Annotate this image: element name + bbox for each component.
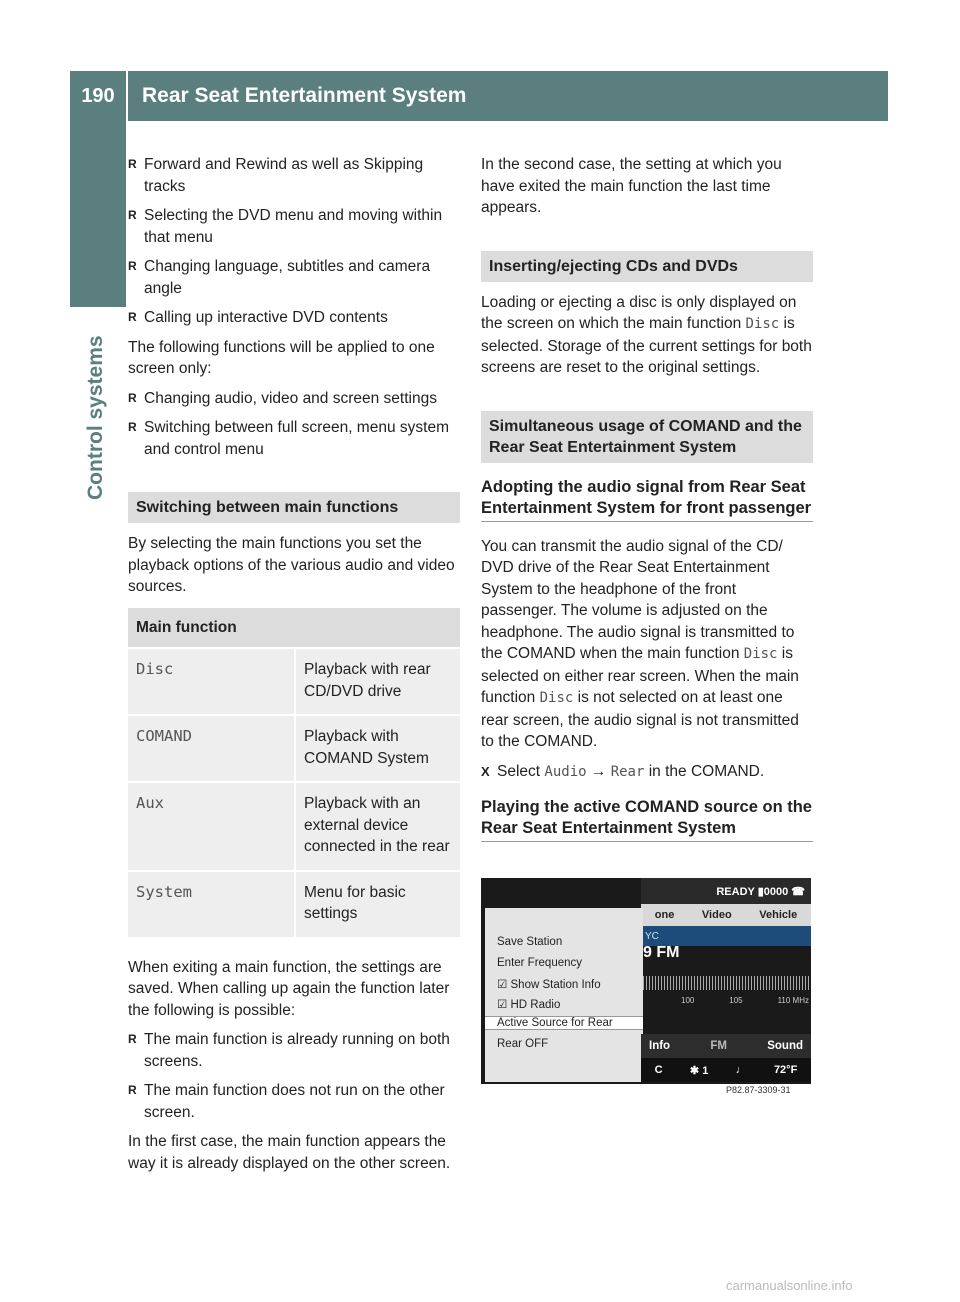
band-text: YC (645, 931, 659, 942)
page-title: Rear Seat Entertainment System (142, 84, 467, 107)
bottom-item: Info (649, 1040, 671, 1052)
bullet-item: R The main function is already running on both screens. (128, 1029, 460, 1072)
bottom-item: Sound (767, 1040, 803, 1052)
screen-bottom-bar (641, 1034, 811, 1058)
screen-status-top: READY ▮0000 ☎ (641, 878, 811, 904)
paragraph: By selecting the main functions you set the playback options of the various audio and video sources. (128, 535, 455, 595)
figure-caption: P82.87-3309-31 (726, 1085, 791, 1095)
table-value-cell: Playback with rear CD/DVD drive (296, 649, 460, 714)
code-disc: Disc (539, 690, 574, 706)
paragraph: The following functions will be applied to one screen only: (128, 338, 435, 377)
screen-menu (485, 908, 643, 1082)
sub-heading: Adopting the audio signal from Rear Seat Entertainment System for front passenger (481, 477, 813, 522)
bullet-item: R The main function does not run on the other screen. (128, 1080, 460, 1123)
text: You can transmit the audio signal of the CD/ DVD drive of the Rear Seat Entertainment System to the headphone of the front passenger. The volume is adjusted on the headphone. The audio signal is transmitted to the COMAND when the main function (481, 537, 795, 662)
status-item: 72°F (773, 1064, 798, 1076)
table-row (128, 649, 460, 714)
section-heading: Simultaneous usage of COMAND and the Rear Seat Entertainment System (481, 411, 813, 463)
menu-item: Save Station (497, 936, 563, 948)
page-header (70, 71, 888, 121)
watermark: carmanualsonline.info (726, 1278, 853, 1293)
left-column (128, 154, 460, 1182)
table-value-cell: Playback with COMAND System (296, 716, 460, 781)
bullet-item: R Changing language, subtitles and camera angle (128, 256, 460, 299)
sub-heading: Playing the active COMAND source on the Rear Seat Entertainment System (481, 797, 813, 842)
section-heading: Switching between main functions (128, 492, 460, 523)
bullet-item: R Changing audio, video and screen settings (128, 388, 460, 410)
bullet-item: R Calling up interactive DVD contents (128, 307, 460, 329)
paragraph: In the first case, the main function appears the way it is already displayed on the other screen. (128, 1133, 451, 1172)
scale-label: 100 (681, 996, 695, 1005)
table-value-cell: Menu for basic settings (296, 872, 460, 937)
status-item: C (654, 1064, 663, 1076)
bullet-item: R Selecting the DVD menu and moving within that menu (128, 205, 460, 248)
screen-band (641, 926, 811, 946)
table-key-cell: System (128, 872, 296, 937)
code-disc: Disc (745, 316, 780, 332)
bullet-item: R Switching between full screen, menu system and control menu (128, 417, 460, 460)
menu-item: ☑ HD Radio (497, 999, 561, 1011)
screen-tabs (641, 904, 811, 926)
side-label-text: Control systems (84, 335, 107, 500)
screen-tab: Video (701, 909, 732, 921)
step-item (481, 761, 813, 784)
table-row (128, 783, 460, 870)
code-rear: Rear (610, 763, 645, 780)
table-row (128, 716, 460, 781)
comand-screenshot (481, 878, 811, 1084)
table-key-cell: Aux (128, 783, 296, 870)
table-header-cell: Main function (128, 608, 296, 648)
text: is selected. Storage of the current settings for both screens are reset to the original settings. (481, 315, 812, 376)
bullet-item: R Forward and Rewind as well as Skipping tracks (128, 154, 460, 197)
text: is not selected on at least one rear screen, the audio signal is not transmitted to the COMAND. (481, 689, 799, 750)
scale-labels (681, 996, 809, 1005)
status-item: ✱ 1 (689, 1064, 709, 1077)
code-audio: Audio (544, 763, 587, 780)
menu-item-active: Active Source for Rear (485, 1016, 643, 1030)
seat-icon: ♩ (735, 1064, 747, 1076)
menu-item: Enter Frequency (497, 957, 583, 969)
text: Select (497, 762, 541, 780)
paragraph: When exiting a main function, the settings are saved. When calling up again the function later the following is possible: (128, 958, 450, 1019)
table-header-cell (296, 608, 460, 648)
code-disc: Disc (743, 646, 778, 662)
main-function-table (128, 606, 460, 939)
scale-label: 110 MHz (777, 996, 809, 1005)
screen-tab: Vehicle (759, 909, 798, 921)
paragraph-loading (481, 292, 813, 379)
table-row (128, 872, 460, 937)
text: in the COMAND. (648, 762, 765, 780)
page-number: 190 (70, 71, 128, 121)
table-value-cell: Playback with an external device connected in the rear (296, 783, 460, 870)
paragraph-transmit (481, 536, 813, 753)
table-header-row (128, 608, 460, 648)
paragraph: In the second case, the setting at which you have exited the main function the last time appears. (481, 156, 782, 216)
table-key-cell: Disc (128, 649, 296, 714)
scale-label: 105 (729, 996, 743, 1005)
text: Loading or ejecting a disc is only displayed on the screen on which the main function (481, 293, 797, 332)
menu-item: ☑ Show Station Info (497, 979, 601, 991)
right-column (481, 154, 813, 856)
side-tab-block (70, 121, 126, 307)
screen-status-bar (641, 1058, 811, 1082)
screen-frequency: 9 FM (643, 944, 680, 961)
bottom-item: FM (710, 1040, 727, 1052)
section-heading: Inserting/ejecting CDs and DVDs (481, 251, 813, 282)
text: is selected on either rear screen. When the main function (481, 645, 799, 706)
table-key-cell: COMAND (128, 716, 296, 781)
frequency-scale (643, 976, 809, 990)
screen-tab: one (654, 909, 675, 921)
arrow: → (590, 762, 607, 780)
menu-item: Rear OFF (497, 1038, 549, 1050)
